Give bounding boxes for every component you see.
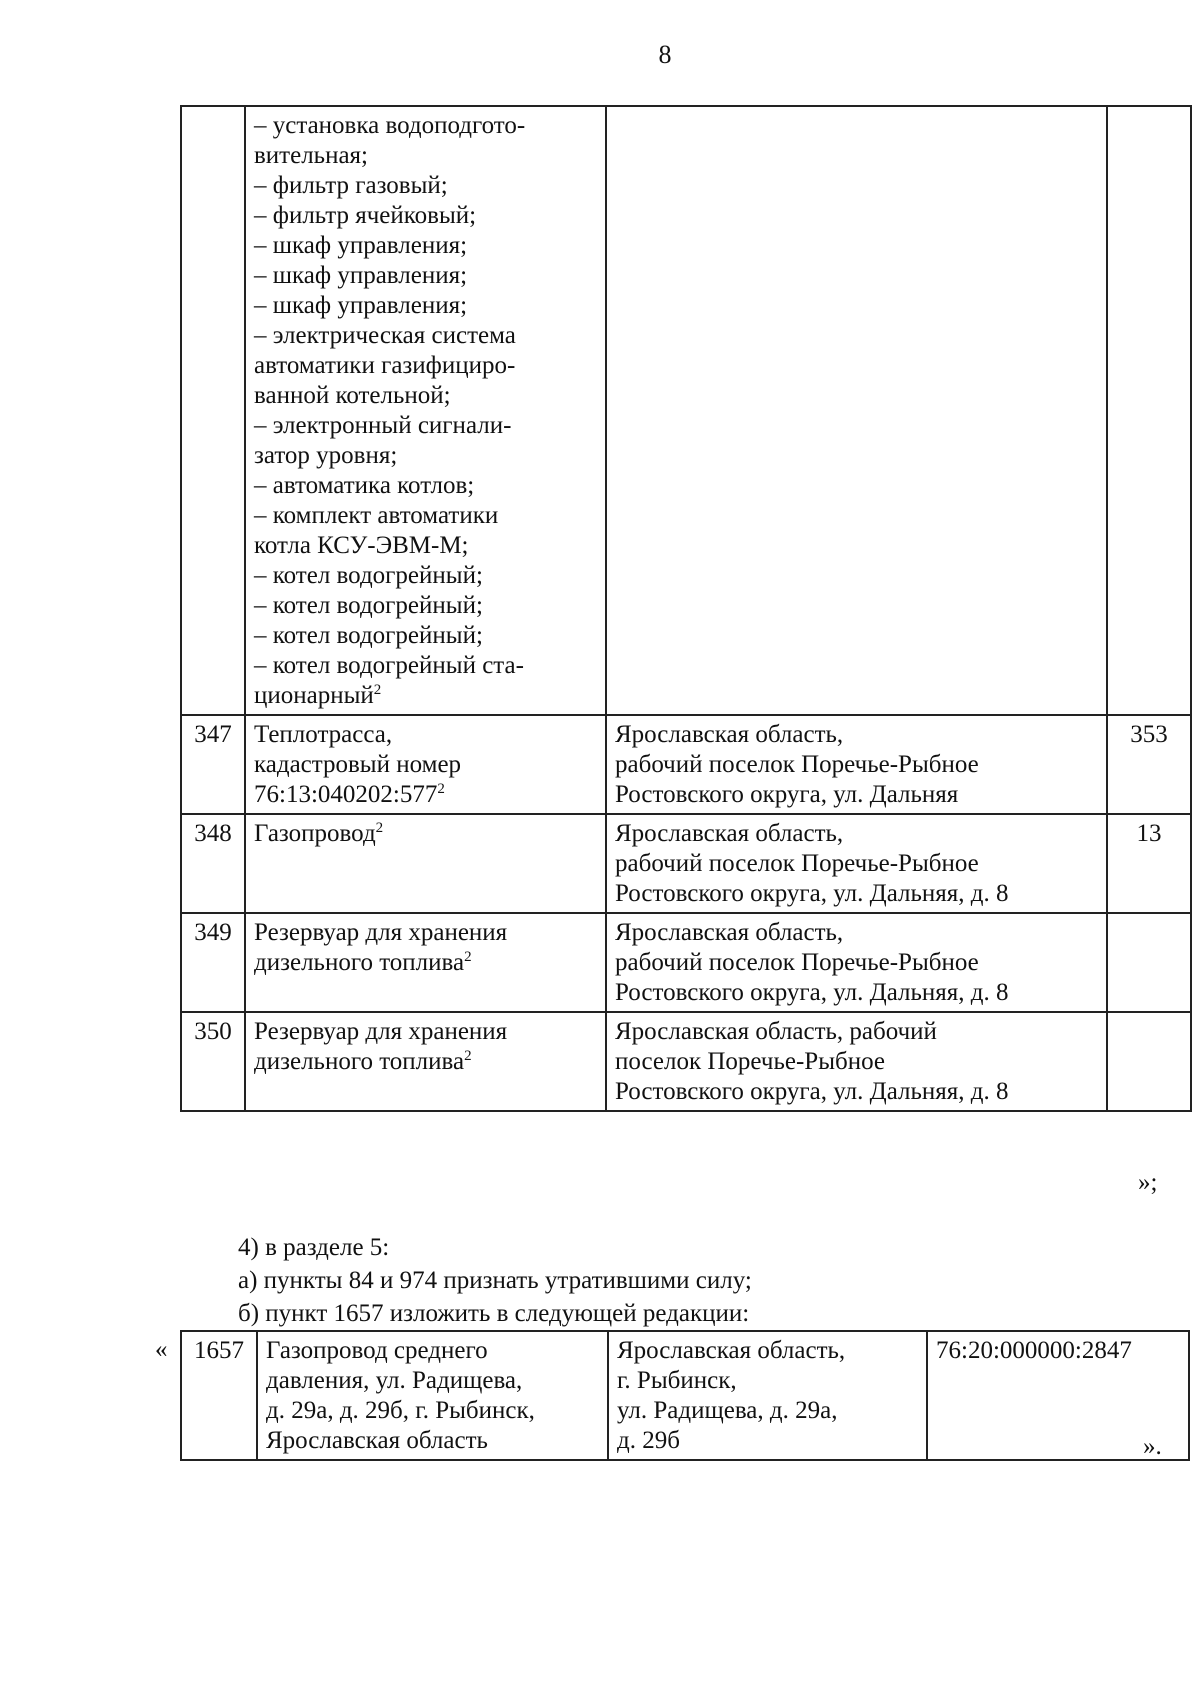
replacement-table — [180, 1330, 1190, 1461]
address-cell — [606, 106, 1107, 715]
table-row — [181, 106, 1191, 715]
row-number-cell: 350 — [181, 1012, 245, 1111]
list-item: – котел водогрейный; — [254, 562, 483, 589]
object-name-cell: Резервуар для хранения дизельного топлива$^2$ — [245, 913, 606, 1012]
list-item: – шкаф управления; — [254, 292, 468, 319]
list-item: – комплект автоматики — [254, 502, 499, 529]
footnote-mark: 2 — [464, 1048, 472, 1064]
address-cell: Ярославская область, рабочий поселок Поречье-Рыбное Ростовского округа, ул. Дальняя, д. 8 — [606, 814, 1107, 913]
table-row — [181, 715, 1191, 814]
value-cell — [1107, 106, 1191, 715]
address-cell: Ярославская область, г. Рыбинск, ул. Радищева, д. 29а, д. 29б — [608, 1331, 927, 1460]
list-item: – автоматика котлов; — [254, 472, 475, 499]
list-item: – электронный сигнали- — [254, 412, 512, 439]
list-item: – шкаф управления; — [254, 262, 468, 289]
page-number: 8 — [658, 40, 672, 69]
replacement-close-mark: ». — [1143, 1433, 1162, 1460]
row-number-cell: 348 — [181, 814, 245, 913]
cadastral-number-cell: 76:20:000000:2847 — [927, 1331, 1189, 1460]
table-row — [181, 913, 1191, 1012]
row-number-cell: 347 — [181, 715, 245, 814]
object-name-cell: Теплотрасса, кадастровый номер $76:13:040202:577^2$ — [245, 715, 606, 814]
list-item: – котел водогрейный ста- — [254, 652, 524, 679]
address-cell: Ярославская область, рабочий поселок Поречье-Рыбное Ростовского округа, ул. Дальняя, д. 8 — [606, 1012, 1107, 1111]
open-quote-mark: « — [155, 1336, 168, 1363]
row-number-cell: 1657 — [181, 1331, 257, 1460]
object-name-cell: Газопровод среднего давления, ул. Радищева, д. 29а, д. 29б, г. Рыбинск, Ярославская область — [257, 1331, 608, 1460]
value-cell — [1107, 1012, 1191, 1111]
list-item: – котел водогрейный; — [254, 592, 483, 619]
list-item: – фильтр газовый; — [254, 172, 448, 199]
list-item: затор уровня; — [254, 442, 398, 469]
object-name-cell: Газопровод$^2$ — [245, 814, 606, 913]
objects-table — [180, 105, 1192, 1112]
list-item: – установка водоподгото- — [254, 112, 526, 139]
table-close-mark: »; — [1138, 1169, 1158, 1196]
list-item: вительная; — [254, 142, 369, 169]
table-row — [181, 1331, 1189, 1460]
list-item: – шкаф управления; — [254, 232, 468, 259]
footnote-mark: 2 — [373, 682, 382, 698]
value-cell — [1107, 913, 1191, 1012]
list-item: – котел водогрейный; — [254, 622, 483, 649]
value-cell: 353 — [1107, 715, 1191, 814]
list-item: автоматики газифициро- — [254, 352, 516, 379]
row-number-cell — [181, 106, 245, 715]
paragraph: б) пункт 1657 изложить в следующей редакции: — [238, 1300, 750, 1327]
address-cell: Ярославская область, рабочий поселок Поречье-Рыбное Ростовского округа, ул. Дальняя, д. 8 — [606, 913, 1107, 1012]
list-item: котла КСУ-ЭВМ-М; — [254, 532, 469, 559]
address-cell: Ярославская область, рабочий поселок Поречье-Рыбное Ростовского округа, ул. Дальняя — [606, 715, 1107, 814]
list-item: ванной котельной; — [254, 382, 451, 409]
footnote-mark: 2 — [464, 949, 472, 965]
list-item: – фильтр ячейковый; — [254, 202, 477, 229]
object-name-cell: Резервуар для хранения дизельного топлива$^2$ — [245, 1012, 606, 1111]
list-item: – электрическая система — [254, 322, 516, 349]
footnote-mark: 2 — [375, 820, 384, 836]
list-item: ционарный$^2$ — [254, 682, 382, 709]
equipment-list-cell — [245, 106, 606, 715]
footnote-mark: 2 — [437, 781, 445, 797]
table-row — [181, 1012, 1191, 1111]
table-row — [181, 814, 1191, 913]
value-cell: 13 — [1107, 814, 1191, 913]
paragraph: 4) в разделе 5: — [238, 1234, 390, 1261]
row-number-cell: 349 — [181, 913, 245, 1012]
paragraph: а) пункты 84 и 974 признать утратившими силу; — [238, 1267, 752, 1294]
